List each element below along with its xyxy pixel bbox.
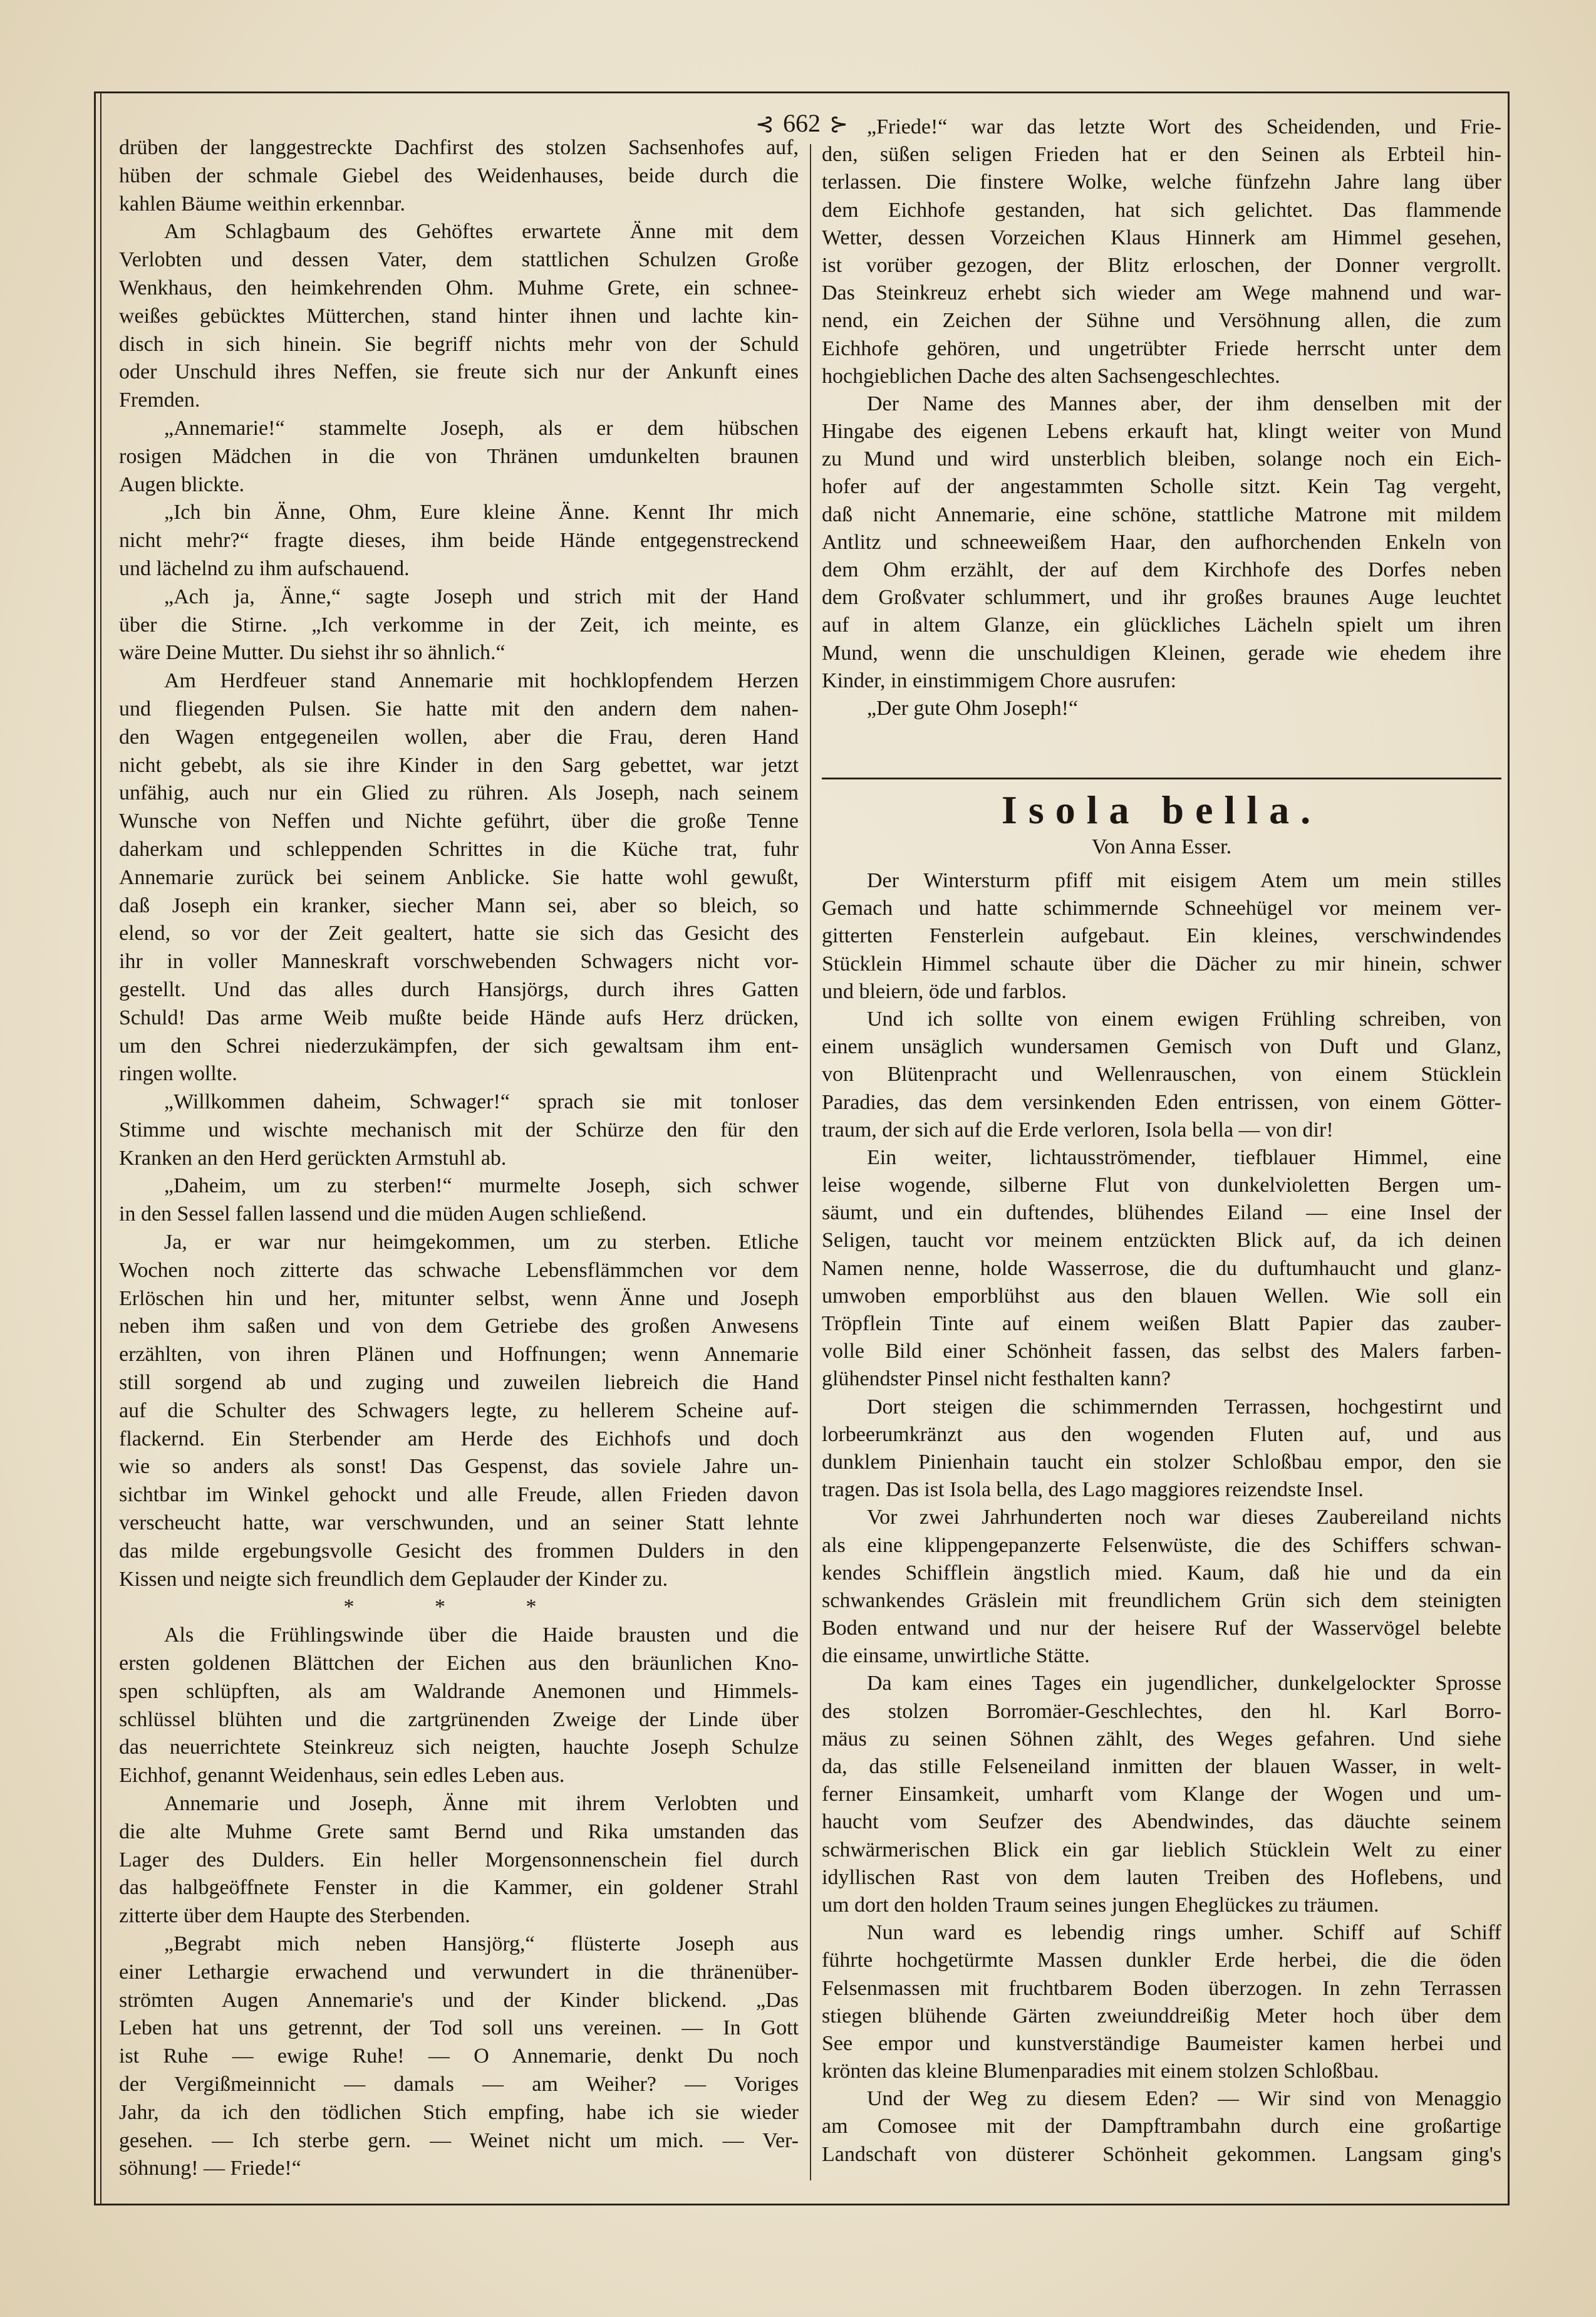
text-line: kendes Schifflein ängstlich mied. Kaum, daß hie und da ein — [822, 1561, 1501, 1585]
text-line: und bleiern, öde und farblos. — [822, 979, 1067, 1003]
text-line: hochgieblichen Dache des alten Sachsengeschlechtes. — [822, 364, 1280, 388]
text-line: Eichhof, genannt Weidenhaus, sein edles Leben aus. — [119, 1764, 565, 1788]
text-line: dem Großvater schlummert, und ihr großes braunes Auge leuchtet — [822, 586, 1501, 610]
text-line: zu Mund und wird unsterblich bleiben, solange noch ein Eich- — [822, 447, 1501, 471]
text-line: Am Schlagbaum des Gehöftes erwartete Änne mit dem — [164, 220, 799, 244]
text-line: Erlöschen hin und her, mitunter selbst, wenn Änne und Joseph — [119, 1286, 799, 1310]
text-line: ersten goldenen Blättchen der Eichen aus den bräunlichen Kno- — [119, 1652, 799, 1675]
text-line: das halbgeöffnete Fenster in die Kammer, ein goldener Strahl — [119, 1876, 799, 1900]
right-column-bottom — [822, 867, 1501, 2169]
text-line: spen schlüpften, als am Waldrande Anemonen und Himmels- — [119, 1679, 799, 1703]
paragraph — [119, 218, 799, 415]
text-line: Dort steigen die schimmernden Terrassen, hochgestirnt und — [867, 1395, 1501, 1419]
text-line: das milde ergebungsvolle Gesicht des frommen Dulders in den — [119, 1539, 799, 1563]
text-line: „Annemarie!“ stammelte Joseph, als er dem hübschen — [164, 416, 799, 440]
text-line: hofer auf der angestammten Scholle sitzt. Kein Tag vergeht, — [822, 475, 1501, 499]
text-line: um den Schrei niederzukämpfen, der sich gewaltsam ihm ent- — [119, 1034, 799, 1058]
text-line: Wetter, dessen Vorzeichen Klaus Hinnerk am Himmel gesehen, — [822, 226, 1501, 249]
text-line: Annemarie und Joseph, Änne mit ihrem Verlobten und — [164, 1792, 799, 1816]
section-separator — [119, 1593, 799, 1622]
text-line: um dort den holden Traum seines jungen Eheglückes zu träumen. — [822, 1893, 1379, 1917]
text-line: Wunsche von Neffen und Nichte geführt, über die große Tenne — [119, 810, 799, 833]
text-line: da, das stille Felseneiland inmitten der blauen Wasser, in welt- — [822, 1755, 1501, 1778]
text-line: haucht vom Seufzer des Abendwindes, das däuchte seinem — [822, 1810, 1501, 1834]
text-line: dunklem Pinienhain taucht ein stolzer Schloßbau empor, den sie — [822, 1450, 1501, 1474]
text-line: Seligen, taucht vor meinem entzückten Blick auf, da ich deinen — [822, 1229, 1501, 1252]
text-line: gitterten Fensterlein aufgebaut. Ein kleines, verschwindendes — [822, 924, 1501, 948]
text-line: stiegen blühende Gärten zweiunddreißig Meter hoch über dem — [822, 2004, 1501, 2028]
text-line: erzählten, von ihren Plänen und Hoffnungen; wenn Annemarie — [119, 1343, 799, 1367]
text-line: „Begrabt mich neben Hansjörg,“ flüsterte Joseph aus — [164, 1932, 799, 1955]
text-line: als eine klippengepanzerte Felsenwüste, die des Schiffers schwan- — [822, 1533, 1501, 1557]
text-line: kahlen Bäume weithin erkennbar. — [119, 192, 405, 216]
text-line: weißes gebücktes Mütterchen, stand hinter ihnen und lachte kin- — [119, 304, 799, 328]
text-line: schwankendes Gräslein mit freundlichem Grün sich dem steinigten — [822, 1588, 1501, 1612]
text-line: Da kam eines Tages ein jugendlicher, dunkelgelockter Sprosse — [867, 1672, 1501, 1695]
text-line: glühendster Pinsel nicht festhalten kann? — [822, 1367, 1171, 1391]
text-line: auf die Schulter des Schwagers legte, zu hellerem Scheine auf- — [119, 1398, 799, 1422]
text-line: über die Stirne. „Ich verkomme in der Zeit, ich meinte, es — [119, 613, 799, 637]
text-line: Paradies, das dem versinkenden Eden entrissen, von einem Götter- — [822, 1090, 1501, 1114]
text-line: und lächelnd zu ihm aufschauend. — [119, 556, 410, 580]
paragraph — [822, 695, 1501, 722]
text-line: „Daheim, um zu sterben!“ murmelte Joseph, sich schwer — [164, 1174, 799, 1198]
text-line: leise wogende, silberne Flut von dunkelvioletten Bergen um- — [822, 1174, 1501, 1197]
text-line: „Ach ja, Änne,“ sagte Joseph und strich mit der Hand — [164, 585, 799, 608]
text-line: dem Eichhofe gestanden, hat sich gelichtet. Das flammende — [822, 198, 1501, 222]
ornament-left-icon: ⊰ — [755, 112, 774, 137]
text-line: der Vergißmeinnicht — damals — am Weiher? — Voriges — [119, 2072, 799, 2096]
text-line: und fliegenden Pulsen. Sie hatte mit den andern dem nahen- — [119, 697, 799, 721]
text-line: still sorgend ab und zuging und zuweilen liebreich die Hand — [119, 1371, 799, 1395]
paragraph — [822, 2085, 1501, 2169]
text-line: See empor und kunstverständige Baumeister kamen herbei und — [822, 2031, 1501, 2055]
text-line: ist Ruhe — ewige Ruhe! — O Annemarie, denkt Du noch — [119, 2044, 799, 2068]
text-line: Und der Weg zu diesem Eden? — Wir sind von Menaggio — [867, 2087, 1501, 2111]
text-line: Leben hat uns getrennt, der Tod soll uns vereinen. — In Gott — [119, 2016, 799, 2040]
text-line: Als die Frühlingswinde über die Haide brausten und die — [164, 1623, 799, 1647]
text-line: dem Ohm erzählt, der auf dem Kirchhofe des Dorfes neben — [822, 558, 1501, 581]
article-title: Isola bella. — [1001, 788, 1322, 832]
text-line: Ja, er war nur heimgekommen, um zu sterben. Etliche — [164, 1231, 799, 1254]
text-line: strömten Augen Annemarie's und der Kinder blickend. „Das — [119, 1988, 799, 2012]
left-column — [119, 134, 799, 2183]
text-line: söhnung! — Friede!“ — [119, 2157, 301, 2180]
text-line: die einsame, unwirtliche Stätte. — [822, 1644, 1090, 1668]
text-line: Annemarie zurück bei seinem Anblicke. Sie hatte wohl gewußt, — [119, 865, 799, 889]
text-line: tragen. Das ist Isola bella, des Lago maggiores reizendste Insel. — [822, 1478, 1364, 1502]
text-line: die alte Muhme Grete samt Bernd und Rika umstanden das — [119, 1820, 799, 1843]
text-line: Stücklein Himmel schaute über die Dächer zu mir hinein, schwer — [822, 952, 1501, 976]
text-line: Der Name des Mannes aber, der ihm denselben mit der — [867, 392, 1501, 415]
text-line: führte hochgetürmte Massen dunkler Erde herbei, die die öden — [822, 1949, 1501, 1972]
text-line: Jahr, da ich den tödlichen Stich empfing, habe ich sie wieder — [119, 2100, 799, 2124]
column-divider — [810, 144, 811, 2180]
paragraph — [119, 134, 799, 218]
text-line: Felsenmassen mit fruchtbarem Boden überzogen. In zehn Terrassen — [822, 1976, 1501, 2000]
text-line: neben ihm saßen und von dem Getriebe des großen Anwesens — [119, 1315, 799, 1338]
paragraph — [822, 1504, 1501, 1670]
page-number: 662 — [783, 109, 821, 137]
paragraph — [822, 1919, 1501, 2085]
text-line: Kinder, in einstimmigem Chore ausrufen: — [822, 669, 1177, 692]
paragraph — [822, 867, 1501, 1006]
text-line: Eichhofe gehören, und ungetrübter Friede herrscht unter dem — [822, 336, 1501, 360]
text-line: das neuerrichtete Steinkreuz sich neigten, hauchte Joseph Schulze — [119, 1736, 799, 1759]
text-line: nicht gebebt, als sie ihre Kinder in den Sarg gebettet, war jetzt — [119, 753, 799, 777]
text-line: wäre Deine Mutter. Du siehst ihr so ähnlich.“ — [119, 641, 505, 665]
text-line: idyllischen Rast von dem lauten Treiben des Hoflebens, und — [822, 1865, 1501, 1889]
text-line: ist vorüber gezogen, der Blitz erloschen, der Donner vergrollt. — [822, 253, 1501, 277]
text-line: Und ich sollte von einem ewigen Frühling schreiben, von — [867, 1007, 1501, 1031]
text-line: nicht mehr?“ fragte dieses, ihm beide Hände entgegenstreckend — [119, 529, 799, 553]
text-line: Landschaft von düsterer Schönheit gekommen. Langsam ging's — [822, 2142, 1501, 2166]
text-line: „Friede!“ war das letzte Wort des Scheidenden, und Frie- — [867, 115, 1501, 138]
text-line: Antlitz und schneeweißem Haar, den aufhorchenden Enkeln von — [822, 530, 1501, 554]
text-line: oder Unschuld ihres Neffen, sie freute sich nur der Ankunft eines — [119, 360, 799, 384]
right-column-top — [822, 113, 1501, 722]
text-line: daß Joseph ein kranker, siecher Mann sei, aber so bleich, so — [119, 893, 799, 917]
text-line: Wochen noch zitterte das schwache Lebensflämmchen vor dem — [119, 1258, 799, 1282]
text-line: nend, ein Zeichen der Sühne und Versöhnung allen, die zum — [822, 309, 1501, 333]
text-line: disch in sich hinein. Sie begriff nichts mehr von der Schuld — [119, 332, 799, 356]
text-line: verscheucht hatte, war verschwunden, und an seiner Statt lehnte — [119, 1511, 799, 1535]
text-line: einer Lethargie erwachend und verwundert in die thränenüber- — [119, 1960, 799, 1984]
text-line: schwärmerischen Blick ein gar lieblich Stücklein Welt zu einer — [822, 1838, 1501, 1861]
paragraph — [119, 1088, 799, 1172]
text-line: Augen blickte. — [119, 472, 245, 496]
text-line: daherkam und schleppenden Schrittes in die Küche trat, fuhr — [119, 837, 799, 861]
text-line: von Blütenpracht und Wellenrauschen, von einem Stücklein — [822, 1063, 1501, 1086]
text-line: auf in altem Glanze, ein glückliches Lächeln spielt um ihren — [822, 613, 1501, 637]
text-line: Verlobten und dessen Vater, dem stattlichen Schulzen Große — [119, 248, 799, 272]
text-line: krönten das kleine Blumenparadies mit einem stolzen Schloßbau. — [822, 2059, 1379, 2083]
text-line: Ein weiter, lichtausströmender, tiefblauer Himmel, eine — [867, 1145, 1501, 1169]
text-line: Mund, wenn die unschuldigen Kleinen, gerade wie ehedem ihre — [822, 641, 1501, 665]
text-line: Fremden. — [119, 388, 200, 412]
paragraph — [822, 113, 1501, 390]
text-line: am Comosee mit der Dampftrambahn durch eine großartige — [822, 2115, 1501, 2138]
text-line: Namen nenne, holde Wasserrose, die du duftumhaucht und glanz- — [822, 1256, 1501, 1280]
text-line: den, süßen seligen Frieden hat er den Seinen als Erbteil hin- — [822, 143, 1501, 167]
paragraph — [822, 1006, 1501, 1144]
text-line: ihr in voller Manneskraft vorschwebenden Schwagers nicht vor- — [119, 950, 799, 974]
text-line: Schuld! Das arme Weib mußte beide Hände aufs Herz drücken, — [119, 1006, 799, 1029]
text-line: des stolzen Borromäer-Geschlechtes, den hl. Karl Borro- — [822, 1699, 1501, 1723]
text-line: Tröpflein Tinte auf einem weißen Blatt Papier das zauber- — [822, 1312, 1501, 1335]
page-border-inner-line — [100, 91, 101, 2205]
text-line: zitterte über dem Haupte des Sterbenden. — [119, 1904, 470, 1928]
paragraph — [119, 415, 799, 499]
text-line: sichtbar im Winkel gehockt und alle Freude, allen Frieden davon — [119, 1483, 799, 1507]
paragraph — [119, 1172, 799, 1229]
text-line: hüben der schmale Giebel des Weidenhauses, beide durch die — [119, 164, 799, 187]
text-line: ringen wollte. — [119, 1062, 237, 1086]
paragraph — [119, 1790, 799, 1930]
article-byline: Von Anna Esser. — [1091, 835, 1232, 858]
text-line: traum, der sich auf die Erde verloren, Isola bella — von dir! — [822, 1118, 1334, 1142]
text-line: Stimme und wischte mechanisch mit der Schürze den für den — [119, 1118, 799, 1142]
section-divider — [822, 778, 1501, 779]
text-line: in den Sessel fallen lassend und die müden Augen schließend. — [119, 1202, 647, 1226]
text-line: Der Wintersturm pfiff mit eisigem Atem um mein stilles — [867, 869, 1501, 892]
text-line: Kissen und neigte sich freundlich dem Geplauder der Kinder zu. — [119, 1567, 668, 1591]
paragraph — [822, 1670, 1501, 1919]
text-line: Vor zwei Jahrhunderten noch war dieses Zaubereiland nichts — [867, 1506, 1501, 1529]
text-line: Hingabe des eigenen Lebens erkauft hat, klingt weiter von Mund — [822, 420, 1501, 444]
text-line: ferner Einsamkeit, umharft vom Klange der Wogen und um- — [822, 1783, 1501, 1806]
text-line: Nun ward es lebendig rings umher. Schiff auf Schiff — [867, 1921, 1501, 1945]
text-line: terlassen. Die finstere Wolke, welche fünfzehn Jahre lang über — [822, 170, 1501, 194]
text-line: Das Steinkreuz erhebt sich wieder am Wege mahnend und war- — [822, 281, 1501, 305]
ornament-right-icon: ⊱ — [829, 112, 849, 137]
paragraph — [119, 1229, 799, 1593]
text-line: „Willkommen daheim, Schwager!“ sprach sie mit tonloser — [164, 1090, 799, 1114]
paragraph — [119, 499, 799, 583]
text-line: „Der gute Ohm Joseph!“ — [867, 696, 1079, 720]
text-line: lorbeerumkränzt aus den wogenden Fluten auf, und aus — [822, 1422, 1501, 1446]
paragraph — [119, 583, 799, 667]
paragraph — [822, 1144, 1501, 1393]
text-line: Lager des Dulders. Ein heller Morgensonnenschein fiel durch — [119, 1848, 799, 1872]
paragraph — [119, 667, 799, 1088]
paragraph — [822, 390, 1501, 695]
paragraph — [822, 1393, 1501, 1504]
paragraph — [119, 1622, 799, 1790]
text-line: Am Herdfeuer stand Annemarie mit hochklopfendem Herzen — [164, 669, 799, 693]
asterism: * * * — [343, 1595, 574, 1619]
text-line: gesehen. — Ich sterbe gern. — Weinet nicht um mich. — Ver- — [119, 2128, 799, 2152]
text-line: unfähig, auch nur ein Glied zu rühren. Als Joseph, nach seinem — [119, 781, 799, 805]
text-line: umwoben emporblühst aus den blauen Wellen. Wie soll ein — [822, 1284, 1501, 1308]
paragraph — [119, 1930, 799, 2183]
text-line: Boden entwand und nur der heisere Ruf der Wasservögel belebte — [822, 1617, 1501, 1640]
text-line: Gemach und hatte schimmernde Schneehügel vor meinem ver- — [822, 897, 1501, 920]
text-line: Wenkhaus, den heimkehrenden Ohm. Muhme Grete, ein schnee- — [119, 276, 799, 299]
text-line: wie so anders als sonst! Das Gespenst, das soviele Jahre un- — [119, 1455, 799, 1479]
text-line: rosigen Mädchen in die von Thränen umdunkelten braunen — [119, 444, 799, 468]
text-line: daß nicht Annemarie, eine schöne, stattliche Matrone mit mildem — [822, 502, 1501, 526]
text-line: flackernd. Ein Sterbender am Herde des Eichhofs und doch — [119, 1427, 799, 1450]
text-line: einem unsäglich wundersamen Gemisch von Duft und Glanz, — [822, 1035, 1501, 1059]
text-line: Kranken an den Herd gerückten Armstuhl ab. — [119, 1146, 507, 1170]
text-line: drüben der langgestreckte Dachfirst des stolzen Sachsenhofes auf, — [119, 136, 799, 159]
text-line: säumt, und ein duftendes, blühendes Eiland — eine Insel der — [822, 1201, 1501, 1225]
text-line: den Wagen entgegeneilen wollen, aber die Frau, deren Hand — [119, 725, 799, 749]
text-line: mäus zu seinen Söhnen zählt, des Weges gefahren. Und siehe — [822, 1727, 1501, 1751]
text-line: elend, so vor der Zeit gealtert, hatte sie sich das Gesicht des — [119, 922, 799, 945]
text-line: „Ich bin Änne, Ohm, Eure kleine Änne. Kennt Ihr mich — [164, 501, 799, 524]
text-line: volle Bild einer Schönheit fassen, das selbst des Malers farben- — [822, 1340, 1501, 1363]
text-line: gestellt. Und das alles durch Hansjörgs, durch ihres Gatten — [119, 977, 799, 1001]
text-line: schlüssel blühten und die zartgrünenden Zweige der Linde über — [119, 1707, 799, 1731]
